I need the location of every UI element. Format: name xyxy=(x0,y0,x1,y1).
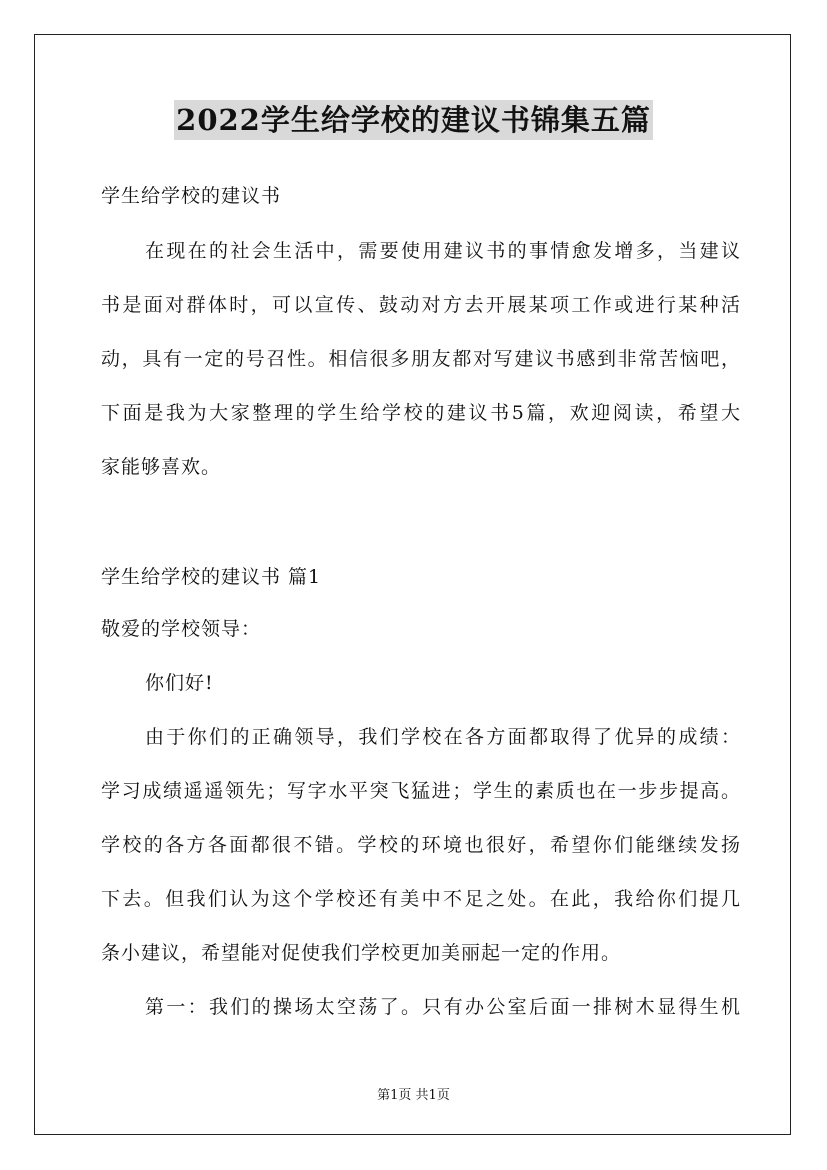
intro-line-4: 下面是我为大家整理的学生给学校的建议书5篇，欢迎阅读，希望大 xyxy=(101,402,741,424)
body-line-2: 学习成绩遥遥领先；写字水平突飞猛进；学生的素质也在一步步提高。 xyxy=(101,780,741,802)
greeting: 你们好! xyxy=(145,672,214,694)
body-line-1: 由于你们的正确领导，我们学校在各方面都取得了优异的成绩： xyxy=(145,726,741,748)
body-line-3: 学校的各方各面都很不错。学校的环境也很好，希望你们能继续发扬 xyxy=(101,834,741,856)
page-number-footer: 第1页 共1页 xyxy=(377,1088,450,1103)
body-line-6: 第一：我们的操场太空荡了。只有办公室后面一排树木显得生机 xyxy=(145,996,741,1018)
body-line-4: 下去。但我们认为这个学校还有美中不足之处。在此，我给你们提几 xyxy=(101,888,741,910)
salutation: 敬爱的学校领导： xyxy=(101,618,262,640)
intro-line-5: 家能够喜欢。 xyxy=(101,456,222,478)
intro-line-1: 在现在的社会生活中，需要使用建议书的事情愈发增多，当建议 xyxy=(145,240,741,262)
document-title: 2022学生给学校的建议书锦集五篇 xyxy=(174,100,653,140)
article-heading: 学生给学校的建议书 篇1 xyxy=(101,566,322,588)
intro-line-3: 动，具有一定的号召性。相信很多朋友都对写建议书感到非常苦恼吧， xyxy=(101,348,741,370)
body-line-5: 条小建议，希望能对促使我们学校更加美丽起一定的作用。 xyxy=(101,942,622,964)
intro-line-2: 书是面对群体时，可以宣传、鼓动对方去开展某项工作或进行某种活 xyxy=(101,294,741,316)
title-container xyxy=(0,100,827,140)
section-heading: 学生给学校的建议书 xyxy=(101,185,282,207)
